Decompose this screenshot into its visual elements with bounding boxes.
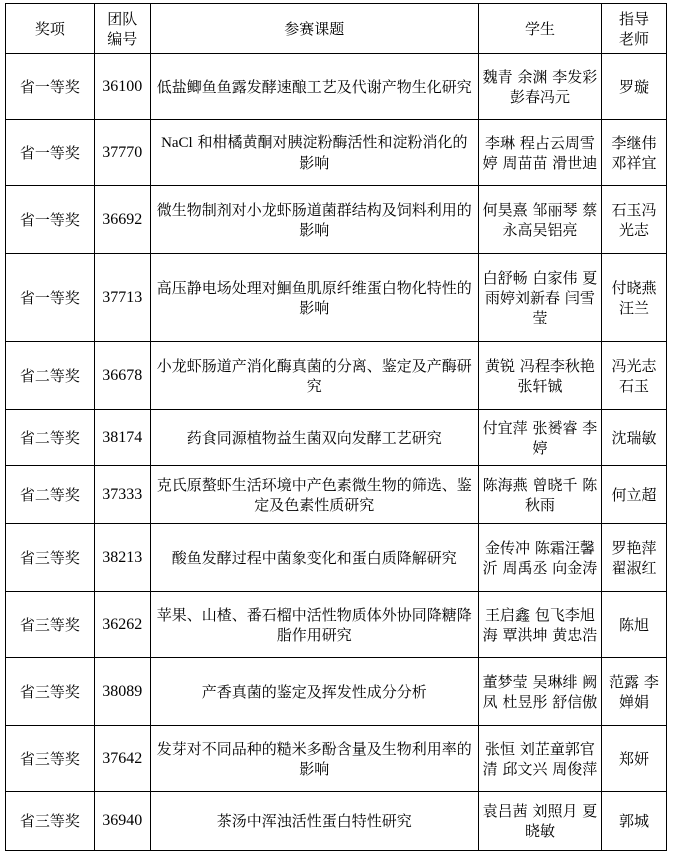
team-id-cell: 37642	[94, 726, 150, 792]
advisor-cell: 沈瑞敏	[601, 410, 666, 466]
award-cell: 省二等奖	[6, 466, 95, 524]
table-row	[6, 186, 667, 254]
topic-cell: 低盐鲫鱼鱼露发酵速酿工艺及代谢产物生化研究	[150, 54, 478, 120]
students-cell: 黄锐 冯程李秋艳 张轩铖	[479, 342, 602, 410]
team-id-cell: 36262	[94, 592, 150, 658]
team-id-cell: 37713	[94, 254, 150, 342]
award-cell: 省一等奖	[6, 254, 95, 342]
team-id-cell: 38089	[94, 658, 150, 726]
table-row	[6, 254, 667, 342]
topic-cell: 产香真菌的鉴定及挥发性成分分析	[150, 658, 478, 726]
table-row	[6, 120, 667, 186]
advisor-cell: 何立超	[601, 466, 666, 524]
awards-table	[5, 3, 667, 851]
header-students: 学生	[479, 4, 602, 54]
award-cell: 省二等奖	[6, 410, 95, 466]
students-cell: 白舒畅 白家伟 夏雨婷刘新春 闫雪莹	[479, 254, 602, 342]
advisor-cell: 陈旭	[601, 592, 666, 658]
advisor-cell: 郑妍	[601, 726, 666, 792]
advisor-cell: 石玉冯光志	[601, 186, 666, 254]
topic-cell: 药食同源植物益生菌双向发酵工艺研究	[150, 410, 478, 466]
header-advisor: 指导 老师	[601, 4, 666, 54]
topic-cell: 酸鱼发酵过程中菌象变化和蛋白质降解研究	[150, 524, 478, 592]
topic-cell: 克氏原螯虾生活环境中产色素微生物的筛选、鉴定及色素性质研究	[150, 466, 478, 524]
table-row	[6, 466, 667, 524]
table-row	[6, 592, 667, 658]
team-id-cell: 36692	[94, 186, 150, 254]
topic-text: 和柑橘黄酮对胰淀粉酶活性和淀粉消化的影响	[192, 133, 468, 172]
students-cell: 董梦莹 吴琳绯 阙凤 杜昱彤 舒信傲	[479, 658, 602, 726]
students-cell: 袁吕茜 刘照月 夏晓敏	[479, 792, 602, 851]
award-cell: 省二等奖	[6, 342, 95, 410]
header-topic: 参赛课题	[150, 4, 478, 54]
award-cell: 省三等奖	[6, 524, 95, 592]
team-id-cell: 37333	[94, 466, 150, 524]
team-id-cell: 38174	[94, 410, 150, 466]
award-cell: 省三等奖	[6, 726, 95, 792]
topic-cell: 茶汤中浑浊活性蛋白特性研究	[150, 792, 478, 851]
award-cell: 省一等奖	[6, 186, 95, 254]
table-row	[6, 792, 667, 851]
students-cell: 金传冲 陈霜汪馨沂 周禹丞 向金涛	[479, 524, 602, 592]
team-id-cell: 38213	[94, 524, 150, 592]
topic-cell: 小龙虾肠道产消化酶真菌的分离、鉴定及产酶研究	[150, 342, 478, 410]
table-row	[6, 54, 667, 120]
table-body	[6, 54, 667, 851]
award-cell: 省三等奖	[6, 592, 95, 658]
award-cell: 省三等奖	[6, 658, 95, 726]
advisor-cell: 李继伟邓祥宜	[601, 120, 666, 186]
topic-cell: 微生物制剂对小龙虾肠道菌群结构及饲料利用的影响	[150, 186, 478, 254]
students-cell: 王启鑫 包飞李旭海 覃洪坤 黄忠浩	[479, 592, 602, 658]
advisor-cell: 付晓燕汪兰	[601, 254, 666, 342]
table-row	[6, 410, 667, 466]
students-cell: 魏青 余渊 李发彩 彭春冯元	[479, 54, 602, 120]
topic-cell	[150, 120, 478, 186]
table-row	[6, 524, 667, 592]
topic-cell: 高压静电场处理对鮰鱼肌原纤维蛋白物化特性的影响	[150, 254, 478, 342]
table-header	[6, 4, 667, 54]
topic-cell: 苹果、山楂、番石榴中活性物质体外协同降糖降脂作用研究	[150, 592, 478, 658]
table-row	[6, 342, 667, 410]
team-id-cell: 36940	[94, 792, 150, 851]
students-cell: 付宜萍 张赟睿 李婷	[479, 410, 602, 466]
students-cell: 张恒 刘芷童郭官清 邱文兴 周俊萍	[479, 726, 602, 792]
team-id-cell: 36100	[94, 54, 150, 120]
table-row	[6, 658, 667, 726]
team-id-cell: 37770	[94, 120, 150, 186]
header-row	[6, 4, 667, 54]
team-id-cell: 36678	[94, 342, 150, 410]
award-cell: 省三等奖	[6, 792, 95, 851]
advisor-cell: 郭城	[601, 792, 666, 851]
header-award: 奖项	[6, 4, 95, 54]
students-cell: 李琳 程占云周雪婷 周苗苗 滑世迪	[479, 120, 602, 186]
students-cell: 陈海燕 曾晓千 陈秋雨	[479, 466, 602, 524]
students-cell: 何昊熹 邹丽琴 蔡永高吴铝亮	[479, 186, 602, 254]
nacl-text: NaCl	[161, 135, 193, 151]
table-row	[6, 726, 667, 792]
topic-cell: 发芽对不同品种的糙米多酚含量及生物利用率的影响	[150, 726, 478, 792]
advisor-cell: 罗璇	[601, 54, 666, 120]
award-cell: 省一等奖	[6, 54, 95, 120]
advisor-cell: 罗艳萍翟淑红	[601, 524, 666, 592]
advisor-cell: 范露 李婵娟	[601, 658, 666, 726]
award-cell: 省一等奖	[6, 120, 95, 186]
header-team-id: 团队 编号	[94, 4, 150, 54]
advisor-cell: 冯光志石玉	[601, 342, 666, 410]
